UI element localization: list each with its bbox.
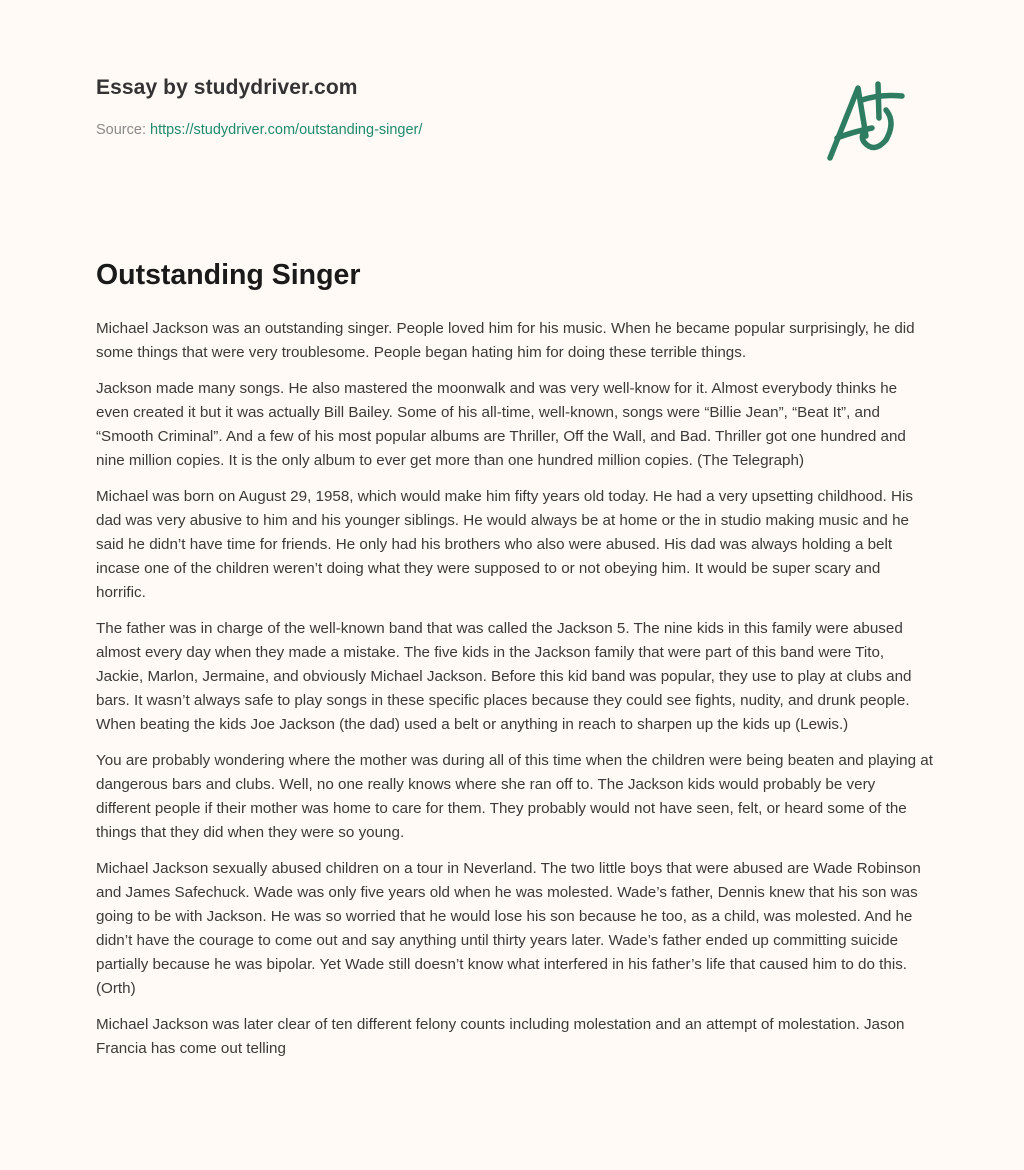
source-label: Source: bbox=[96, 122, 150, 138]
article-paragraph: Michael Jackson was an outstanding singer. People loved him for his music. When he became popular surprisingly, he did some things that were very troublesome. People began hating him for doing these terrible things. bbox=[96, 320, 915, 361]
site-title: Essay by studydriver.com bbox=[96, 76, 358, 99]
source-link[interactable]: https://studydriver.com/outstanding-singer/ bbox=[150, 122, 423, 138]
source-line bbox=[96, 122, 422, 138]
article-title: Outstanding Singer bbox=[96, 259, 361, 291]
article-paragraph: You are probably wondering where the mother was during all of this time when the children were being beaten and playing at dangerous bars and clubs. Well, no one really knows where she ran off to. The Jackson kids would probably be very different people if their mother was home to care for them. They probably would not have seen, felt, or heard some of the things that they did when they were so young. bbox=[96, 752, 933, 841]
article-paragraph: Jackson made many songs. He also mastered the moonwalk and was very well-know for it. Almost everybody thinks he even created it but it was actually Bill Bailey. Some of his all-time, well-known, songs were “Billie Jean”, “Beat It”, and “Smooth Criminal”. And a few of his most popular albums are Thriller, Off the Wall, and Bad. Thriller got one hundred and nine million copies. It is the only album to ever get more than one hundred million copies. (The Telegraph) bbox=[96, 380, 906, 469]
article-paragraph: Michael Jackson sexually abused children on a tour in Neverland. The two little boys that were abused are Wade Robinson and James Safechuck. Wade was only five years old when he was molested. Wade’s father, Dennis knew that his son was going to be with Jackson. He was so worried that he would lose his son because he too, as a child, was molested. And he didn’t have the courage to come out and say anything until thirty years later. Wade’s father ended up committing suicide partially because he was bipolar. Yet Wade still doesn’t know what interfered in his father’s life that caused him to do this. (Orth) bbox=[96, 860, 921, 997]
page-header bbox=[96, 76, 422, 138]
article bbox=[96, 256, 934, 1073]
a-plus-grade-icon bbox=[822, 66, 926, 166]
article-paragraph: Michael was born on August 29, 1958, which would make him fifty years old today. He had a very upsetting childhood. His dad was very abusive to him and his younger siblings. He would always be at home or the in studio making music and he said he didn’t have time for friends. He only had his brothers who also were abused. His dad was always holding a belt incase one of the children weren’t doing what they were supposed to or not obeying him. It would be super scary and horrific. bbox=[96, 488, 913, 601]
article-paragraph: The father was in charge of the well-known band that was called the Jackson 5. The nine kids in this family were abused almost every day when they made a mistake. The five kids in the Jackson family that were part of this band were Tito, Jackie, Marlon, Jermaine, and obviously Michael Jackson. Before this kid band was popular, they use to play at clubs and bars. It wasn’t always safe to play songs in these specific places because they could see fights, nudity, and drunk people. When beating the kids Joe Jackson (the dad) used a belt or anything in reach to sharpen up the kids up (Lewis.) bbox=[96, 620, 912, 733]
article-paragraph: Michael Jackson was later clear of ten different felony counts including molestation and an attempt of molestation. Jason Francia has come out telling bbox=[96, 1016, 905, 1057]
